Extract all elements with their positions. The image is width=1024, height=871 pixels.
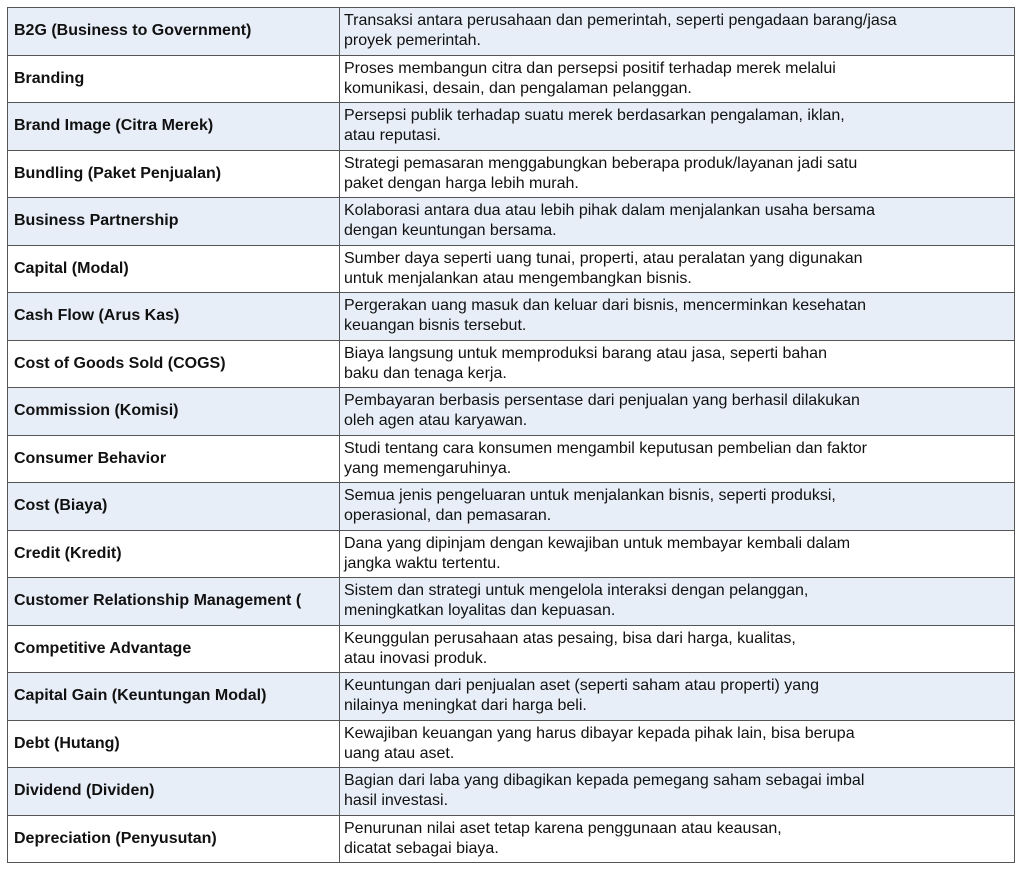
definition-cell	[340, 720, 1015, 768]
definition-cell	[340, 435, 1015, 483]
term-text: Consumer Behavior	[14, 449, 167, 467]
term-cell	[8, 483, 340, 531]
definition-text: Dana yang dipinjam dengan kewajiban untuk membayar kembali dalam jangka waktu tertentu.	[344, 534, 851, 572]
definition-cell	[340, 388, 1015, 436]
term-cell	[8, 768, 340, 816]
definition-cell	[340, 8, 1015, 56]
table-row	[8, 815, 1015, 863]
definition-cell	[340, 625, 1015, 673]
term-cell	[8, 198, 340, 246]
table-row	[8, 530, 1015, 578]
table-row	[8, 720, 1015, 768]
term-text: Customer Relationship Management (	[14, 592, 302, 610]
term-text: Competitive Advantage	[14, 639, 192, 657]
glossary-body	[8, 8, 1015, 863]
definition-text: Bagian dari laba yang dibagikan kepada pemegang saham sebagai imbal hasil investasi.	[344, 772, 865, 810]
definition-cell	[340, 103, 1015, 151]
term-cell	[8, 815, 340, 863]
definition-text: Transaksi antara perusahaan dan pemerintah, seperti pengadaan barang/jasa proyek pemerintah.	[344, 12, 897, 50]
definition-text: Studi tentang cara konsumen mengambil keputusan pembelian dan faktor yang memengaruhinya.	[344, 439, 867, 477]
definition-text: Keuntungan dari penjualan aset (seperti saham atau properti) yang nilainya meningkat dari harga beli.	[344, 677, 819, 715]
glossary-table	[7, 7, 1015, 863]
definition-text: Strategi pemasaran menggabungkan beberapa produk/layanan jadi satu paket dengan harga lebih murah.	[344, 154, 858, 192]
table-row	[8, 293, 1015, 341]
term-cell	[8, 625, 340, 673]
term-text: Brand Image (Citra Merek)	[14, 117, 214, 135]
definition-cell	[340, 815, 1015, 863]
term-cell	[8, 388, 340, 436]
term-cell	[8, 340, 340, 388]
term-text: Credit (Kredit)	[14, 544, 122, 562]
term-text: Branding	[14, 69, 85, 87]
definition-cell	[340, 768, 1015, 816]
table-row	[8, 340, 1015, 388]
term-cell	[8, 103, 340, 151]
definition-text: Sistem dan strategi untuk mengelola interaksi dengan pelanggan, meningkatkan loyalitas dan kepuasan.	[344, 582, 809, 620]
definition-cell	[340, 578, 1015, 626]
table-row	[8, 245, 1015, 293]
table-row	[8, 8, 1015, 56]
definition-text: Biaya langsung untuk memproduksi barang atau jasa, seperti bahan baku dan tenaga kerja.	[344, 344, 827, 382]
term-text: Capital (Modal)	[14, 259, 129, 277]
table-row	[8, 578, 1015, 626]
definition-cell	[340, 483, 1015, 531]
term-cell	[8, 293, 340, 341]
definition-text: Penurunan nilai aset tetap karena penggunaan atau keausan, dicatat sebagai biaya.	[344, 819, 782, 857]
definition-text: Persepsi publik terhadap suatu merek berdasarkan pengalaman, iklan, atau reputasi.	[344, 107, 845, 145]
table-row	[8, 103, 1015, 151]
table-row	[8, 625, 1015, 673]
table-row	[8, 483, 1015, 531]
table-row	[8, 673, 1015, 721]
term-text: Cost of Goods Sold (COGS)	[14, 354, 226, 372]
definition-cell	[340, 340, 1015, 388]
definition-cell	[340, 293, 1015, 341]
term-text: Cost (Biaya)	[14, 497, 108, 515]
term-text: Bundling (Paket Penjualan)	[14, 164, 222, 182]
definition-text: Keunggulan perusahaan atas pesaing, bisa dari harga, kualitas, atau inovasi produk.	[344, 629, 796, 667]
definition-text: Kewajiban keuangan yang harus dibayar kepada pihak lain, bisa berupa uang atau aset.	[344, 724, 855, 762]
term-cell	[8, 150, 340, 198]
definition-text: Sumber daya seperti uang tunai, properti, atau peralatan yang digunakan untuk menjalankan atau mengembangkan bisnis.	[344, 249, 863, 287]
definition-cell	[340, 198, 1015, 246]
definition-text: Pergerakan uang masuk dan keluar dari bisnis, mencerminkan kesehatan keuangan bisnis tersebut.	[344, 297, 867, 335]
term-text: Depreciation (Penyusutan)	[14, 829, 217, 847]
term-cell	[8, 8, 340, 56]
term-cell	[8, 673, 340, 721]
term-text: Business Partnership	[14, 212, 179, 230]
term-text: Cash Flow (Arus Kas)	[14, 307, 180, 325]
definition-cell	[340, 673, 1015, 721]
definition-text: Proses membangun citra dan persepsi positif terhadap merek melalui komunikasi, desain, dan pengalaman pelanggan.	[344, 59, 836, 97]
table-row	[8, 388, 1015, 436]
table-row	[8, 768, 1015, 816]
term-text: B2G (Business to Government)	[14, 22, 252, 40]
term-cell	[8, 55, 340, 103]
term-text: Debt (Hutang)	[14, 734, 120, 752]
term-text: Capital Gain (Keuntungan Modal)	[14, 687, 267, 705]
definition-cell	[340, 150, 1015, 198]
term-cell	[8, 578, 340, 626]
term-text: Dividend (Dividen)	[14, 782, 155, 800]
definition-cell	[340, 530, 1015, 578]
table-row	[8, 55, 1015, 103]
term-text: Commission (Komisi)	[14, 402, 179, 420]
table-row	[8, 198, 1015, 246]
definition-text: Kolaborasi antara dua atau lebih pihak dalam menjalankan usaha bersama dengan keuntungan bersama.	[344, 202, 876, 240]
definition-cell	[340, 245, 1015, 293]
table-row	[8, 435, 1015, 483]
definition-text: Semua jenis pengeluaran untuk menjalankan bisnis, seperti produksi, operasional, dan pemasaran.	[344, 487, 836, 525]
term-cell	[8, 720, 340, 768]
definition-cell	[340, 55, 1015, 103]
term-cell	[8, 435, 340, 483]
definition-text: Pembayaran berbasis persentase dari penjualan yang berhasil dilakukan oleh agen atau karyawan.	[344, 392, 860, 430]
term-cell	[8, 530, 340, 578]
table-row	[8, 150, 1015, 198]
term-cell	[8, 245, 340, 293]
